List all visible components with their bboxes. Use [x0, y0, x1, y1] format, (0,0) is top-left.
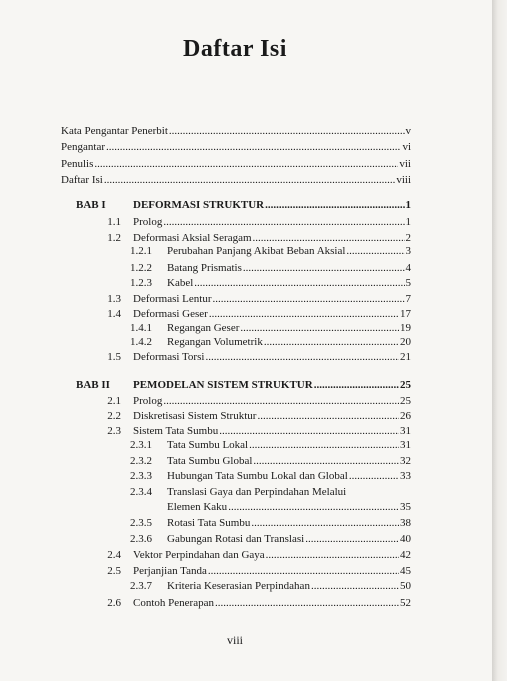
dot-leader [163, 215, 404, 230]
entry-page: 3 [405, 245, 411, 257]
chapter-title: PEMODELAN SISTEM STRUKTUR [133, 379, 313, 391]
chapter-label: BAB II [76, 379, 110, 391]
entry-title: Vektor Perpindahan dan Gaya [133, 549, 265, 561]
toc-entry [85, 424, 411, 439]
chapter-page: 25 [400, 379, 411, 391]
subsection-number: 2.3.7 [130, 580, 152, 592]
front-entry [61, 140, 411, 155]
section-number: 1.4 [107, 308, 121, 320]
dot-leader [94, 157, 398, 172]
dot-leader [219, 424, 399, 439]
subsection-number: 1.4.2 [130, 336, 152, 348]
dot-leader [213, 292, 405, 307]
entry-page: 42 [400, 549, 411, 561]
section-number: 2.6 [107, 597, 121, 609]
dot-leader [249, 438, 399, 453]
entry-page: 31 [400, 439, 411, 451]
entry-title: Hubungan Tata Sumbu Lokal dan Global [167, 470, 348, 482]
entry-page: 52 [400, 597, 411, 609]
dot-leader [311, 579, 399, 594]
subsection-number: 2.3.5 [130, 517, 152, 529]
entry-page: 50 [400, 580, 411, 592]
dot-leader [104, 173, 395, 188]
entry-page: 19 [400, 322, 411, 334]
section-number: 1.1 [107, 216, 121, 228]
toc-entry [85, 409, 411, 424]
entry-title: Regangan Volumetrik [167, 336, 263, 348]
toc-subentry [130, 454, 411, 469]
toc-subentry [130, 438, 411, 453]
subsection-number: 2.3.4 [130, 486, 152, 498]
toc-entry [85, 394, 411, 409]
entry-title: Deformasi Torsi [133, 351, 205, 363]
toc-entry [85, 215, 411, 230]
entry-title: Penulis [61, 158, 94, 170]
entry-page: 38 [400, 517, 411, 529]
toc-subentry [130, 321, 411, 336]
toc-entry [85, 596, 411, 611]
entry-title: Prolog [133, 216, 163, 228]
dot-leader [251, 516, 399, 531]
entry-title: Kata Pengantar Penerbit [61, 125, 168, 137]
entry-title: Diskretisasi Sistem Struktur [133, 410, 257, 422]
toc-entry [85, 564, 411, 579]
dot-leader [208, 564, 399, 579]
toc-subentry-continuation [130, 500, 411, 515]
section-number: 2.3 [107, 425, 121, 437]
entry-title: Translasi Gaya dan Perpindahan Melalui [167, 486, 347, 498]
entry-title: Kriteria Keserasian Perpindahan [167, 580, 310, 592]
subsection-number: 2.3.2 [130, 455, 152, 467]
entry-title: Gabungan Rotasi dan Translasi [167, 533, 305, 545]
entry-title: Perubahan Panjang Akibat Beban Aksial [167, 245, 346, 257]
entry-page: 2 [405, 232, 411, 244]
subsection-number: 2.3.3 [130, 470, 152, 482]
toc-subentry [130, 335, 411, 350]
subsection-number: 1.2.1 [130, 245, 152, 257]
toc-entry [85, 307, 411, 322]
toc-subentry [130, 244, 411, 259]
entry-page: vi [402, 141, 411, 153]
entry-title: Prolog [133, 395, 163, 407]
entry-page: vii [399, 158, 411, 170]
entry-title-continued: Elemen Kaku [167, 501, 228, 513]
dot-leader [346, 244, 404, 259]
dot-leader [314, 378, 399, 393]
page-edge [492, 0, 507, 681]
subsection-number: 1.4.1 [130, 322, 152, 334]
entry-title: Tata Sumbu Lokal [167, 439, 249, 451]
dot-leader [228, 500, 399, 515]
entry-page: 32 [400, 455, 411, 467]
entry-page: 20 [400, 336, 411, 348]
dot-leader [257, 409, 399, 424]
entry-page: 25 [400, 395, 411, 407]
entry-title: Contoh Penerapan [133, 597, 214, 609]
section-number: 1.2 [107, 232, 121, 244]
entry-page: 7 [405, 293, 411, 305]
entry-page: 31 [400, 425, 411, 437]
entry-title: Deformasi Geser [133, 308, 208, 320]
entry-page: viii [396, 174, 411, 186]
dot-leader [243, 261, 405, 276]
entry-page: 4 [405, 262, 411, 274]
entry-title: Batang Prismatis [167, 262, 242, 274]
section-number: 2.1 [107, 395, 121, 407]
chapter-heading [76, 378, 411, 393]
dot-leader [266, 548, 399, 563]
toc-subentry [130, 532, 411, 547]
entry-page: 5 [405, 277, 411, 289]
entry-title: Deformasi Lentur [133, 293, 212, 305]
dot-leader [194, 276, 404, 291]
dot-leader [215, 596, 399, 611]
dot-leader [169, 124, 405, 139]
subsection-number: 1.2.2 [130, 262, 152, 274]
subsection-number: 2.3.1 [130, 439, 152, 451]
entry-title: Pengantar [61, 141, 105, 153]
section-number: 1.3 [107, 293, 121, 305]
entry-page: 33 [400, 470, 411, 482]
entry-page: 1 [405, 216, 411, 228]
entry-page: 40 [400, 533, 411, 545]
chapter-heading [76, 198, 411, 213]
dot-leader [240, 321, 399, 336]
entry-page: 17 [400, 308, 411, 320]
dot-leader [265, 198, 404, 213]
entry-page: 45 [400, 565, 411, 577]
front-entry [61, 124, 411, 139]
entry-title: Kabel [167, 277, 194, 289]
entry-title: Daftar Isi [61, 174, 103, 186]
chapter-title: DEFORMASI STRUKTUR [133, 199, 265, 211]
toc-subentry [130, 485, 411, 500]
page-number: viii [226, 633, 243, 647]
section-number: 1.5 [107, 351, 121, 363]
chapter-label: BAB I [76, 199, 106, 211]
chapter-page: 1 [405, 199, 411, 211]
toc-subentry [130, 516, 411, 531]
section-number: 2.2 [107, 410, 121, 422]
entry-title: Sistem Tata Sumbu [133, 425, 219, 437]
toc-entry [85, 292, 411, 307]
entry-page: 26 [400, 410, 411, 422]
entry-title: Regangan Geser [167, 322, 240, 334]
toc-entry [85, 350, 411, 365]
dot-leader [264, 335, 399, 350]
toc-subentry [130, 469, 411, 484]
dot-leader [253, 454, 399, 469]
dot-leader [209, 307, 399, 322]
dot-leader [205, 350, 399, 365]
toc-subentry [130, 261, 411, 276]
entry-page: 35 [400, 501, 411, 513]
section-number: 2.5 [107, 565, 121, 577]
entry-title: Tata Sumbu Global [167, 455, 253, 467]
dot-leader [163, 394, 399, 409]
front-entry [61, 173, 411, 188]
entry-page: 21 [400, 351, 411, 363]
toc-subentry [130, 276, 411, 291]
dot-leader [106, 140, 401, 155]
dot-leader [349, 469, 399, 484]
entry-title: Perjanjian Tanda [133, 565, 207, 577]
section-number: 2.4 [107, 549, 121, 561]
dot-leader [305, 532, 399, 547]
page-title: Daftar Isi [183, 36, 287, 62]
toc-subentry [130, 579, 411, 594]
entry-title: Rotasi Tata Sumbu [167, 517, 251, 529]
subsection-number: 1.2.3 [130, 277, 152, 289]
front-entry [61, 157, 411, 172]
entry-title: Deformasi Aksial Seragam [133, 232, 252, 244]
toc-entry [85, 548, 411, 563]
entry-page: v [405, 125, 411, 137]
subsection-number: 2.3.6 [130, 533, 152, 545]
